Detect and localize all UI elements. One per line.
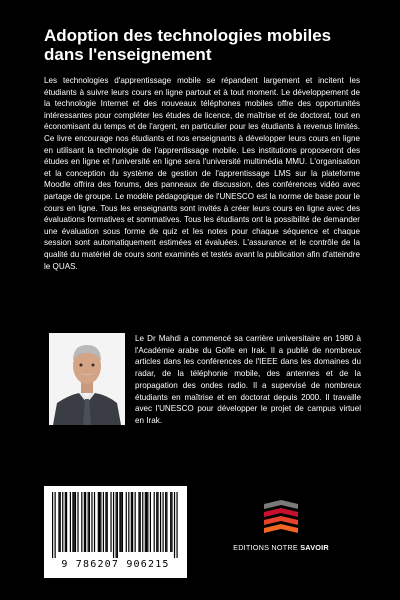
isbn-barcode [44, 486, 187, 578]
publisher-name [232, 543, 330, 552]
publisher-logo-icon [258, 500, 304, 536]
book-title: Adoption des technologies mobiles dans l'enseignement [44, 26, 332, 64]
publisher-name-regular: EDITIONS NOTRE [233, 543, 301, 552]
author-photo [49, 333, 125, 425]
isbn-digits: 9 786207 906215 [61, 559, 170, 570]
author-portrait-icon [49, 333, 125, 425]
author-bio: Le Dr Mahdi a commencé sa carrière universitaire en 1980 à l'Académie arabe du Golfe en Irak. Il a publié de nombreux articles dans les conférences de l'IEEE dans les domaines du radar, de la téléphonie mobile, des antennes et de la propagation des ondes radio. Il a supervisé de nombreux étudiants en maîtrise et en doctorat depuis 2000. Il travaille avec l'UNESCO pour développer le projet de campus virtuel en Irak. [135, 334, 361, 425]
book-synopsis: Les technologies d'apprentissage mobile se répandent largement et incitent les étudiants à suivre leurs cours en ligne partout et à tout moment. Le développement de la technologie Internet et des nouveaux téléphones mobiles offre des opportunités intéressantes pour compléter les études de licence, de maîtrise et de doctorat, tout en économisant du temps et de l'argent, en particulier pour les étudiants à revenus limités. Ce livre encourage nos étudiants et nos enseignants à développer leurs cours en ligne en utilisant la technologie de l'apprentissage mobile. Les institutions proposeront des études en ligne et l'université en ligne sera l'université multimédia MMU. L'organisation et la conception du système de gestion de l'apprentissage LMS sur la plateforme Moodle offrira des forums, des panneaux de discussion, des conférences vidéo avec partage de groupe. Le modèle pédagogique de l'UNESCO est la norme de base pour le cours en ligne. Tous les enseignants sont invités à créer leurs cours en ligne avec des évaluations formatives et sommatives. Tous les étudiants ont la possibilité de demander une évaluation sous forme de quiz et les notes pour chaque séquence et chaque session sont automatiquement estimées et évaluées. L'assurance et le contrôle de la qualité du matériel de cours sont examinés et testés avant la publication afin d'atteindre le QUAS. [44, 76, 360, 271]
publisher-name-bold: SAVOIR [300, 543, 329, 552]
barcode-icon [52, 492, 179, 558]
